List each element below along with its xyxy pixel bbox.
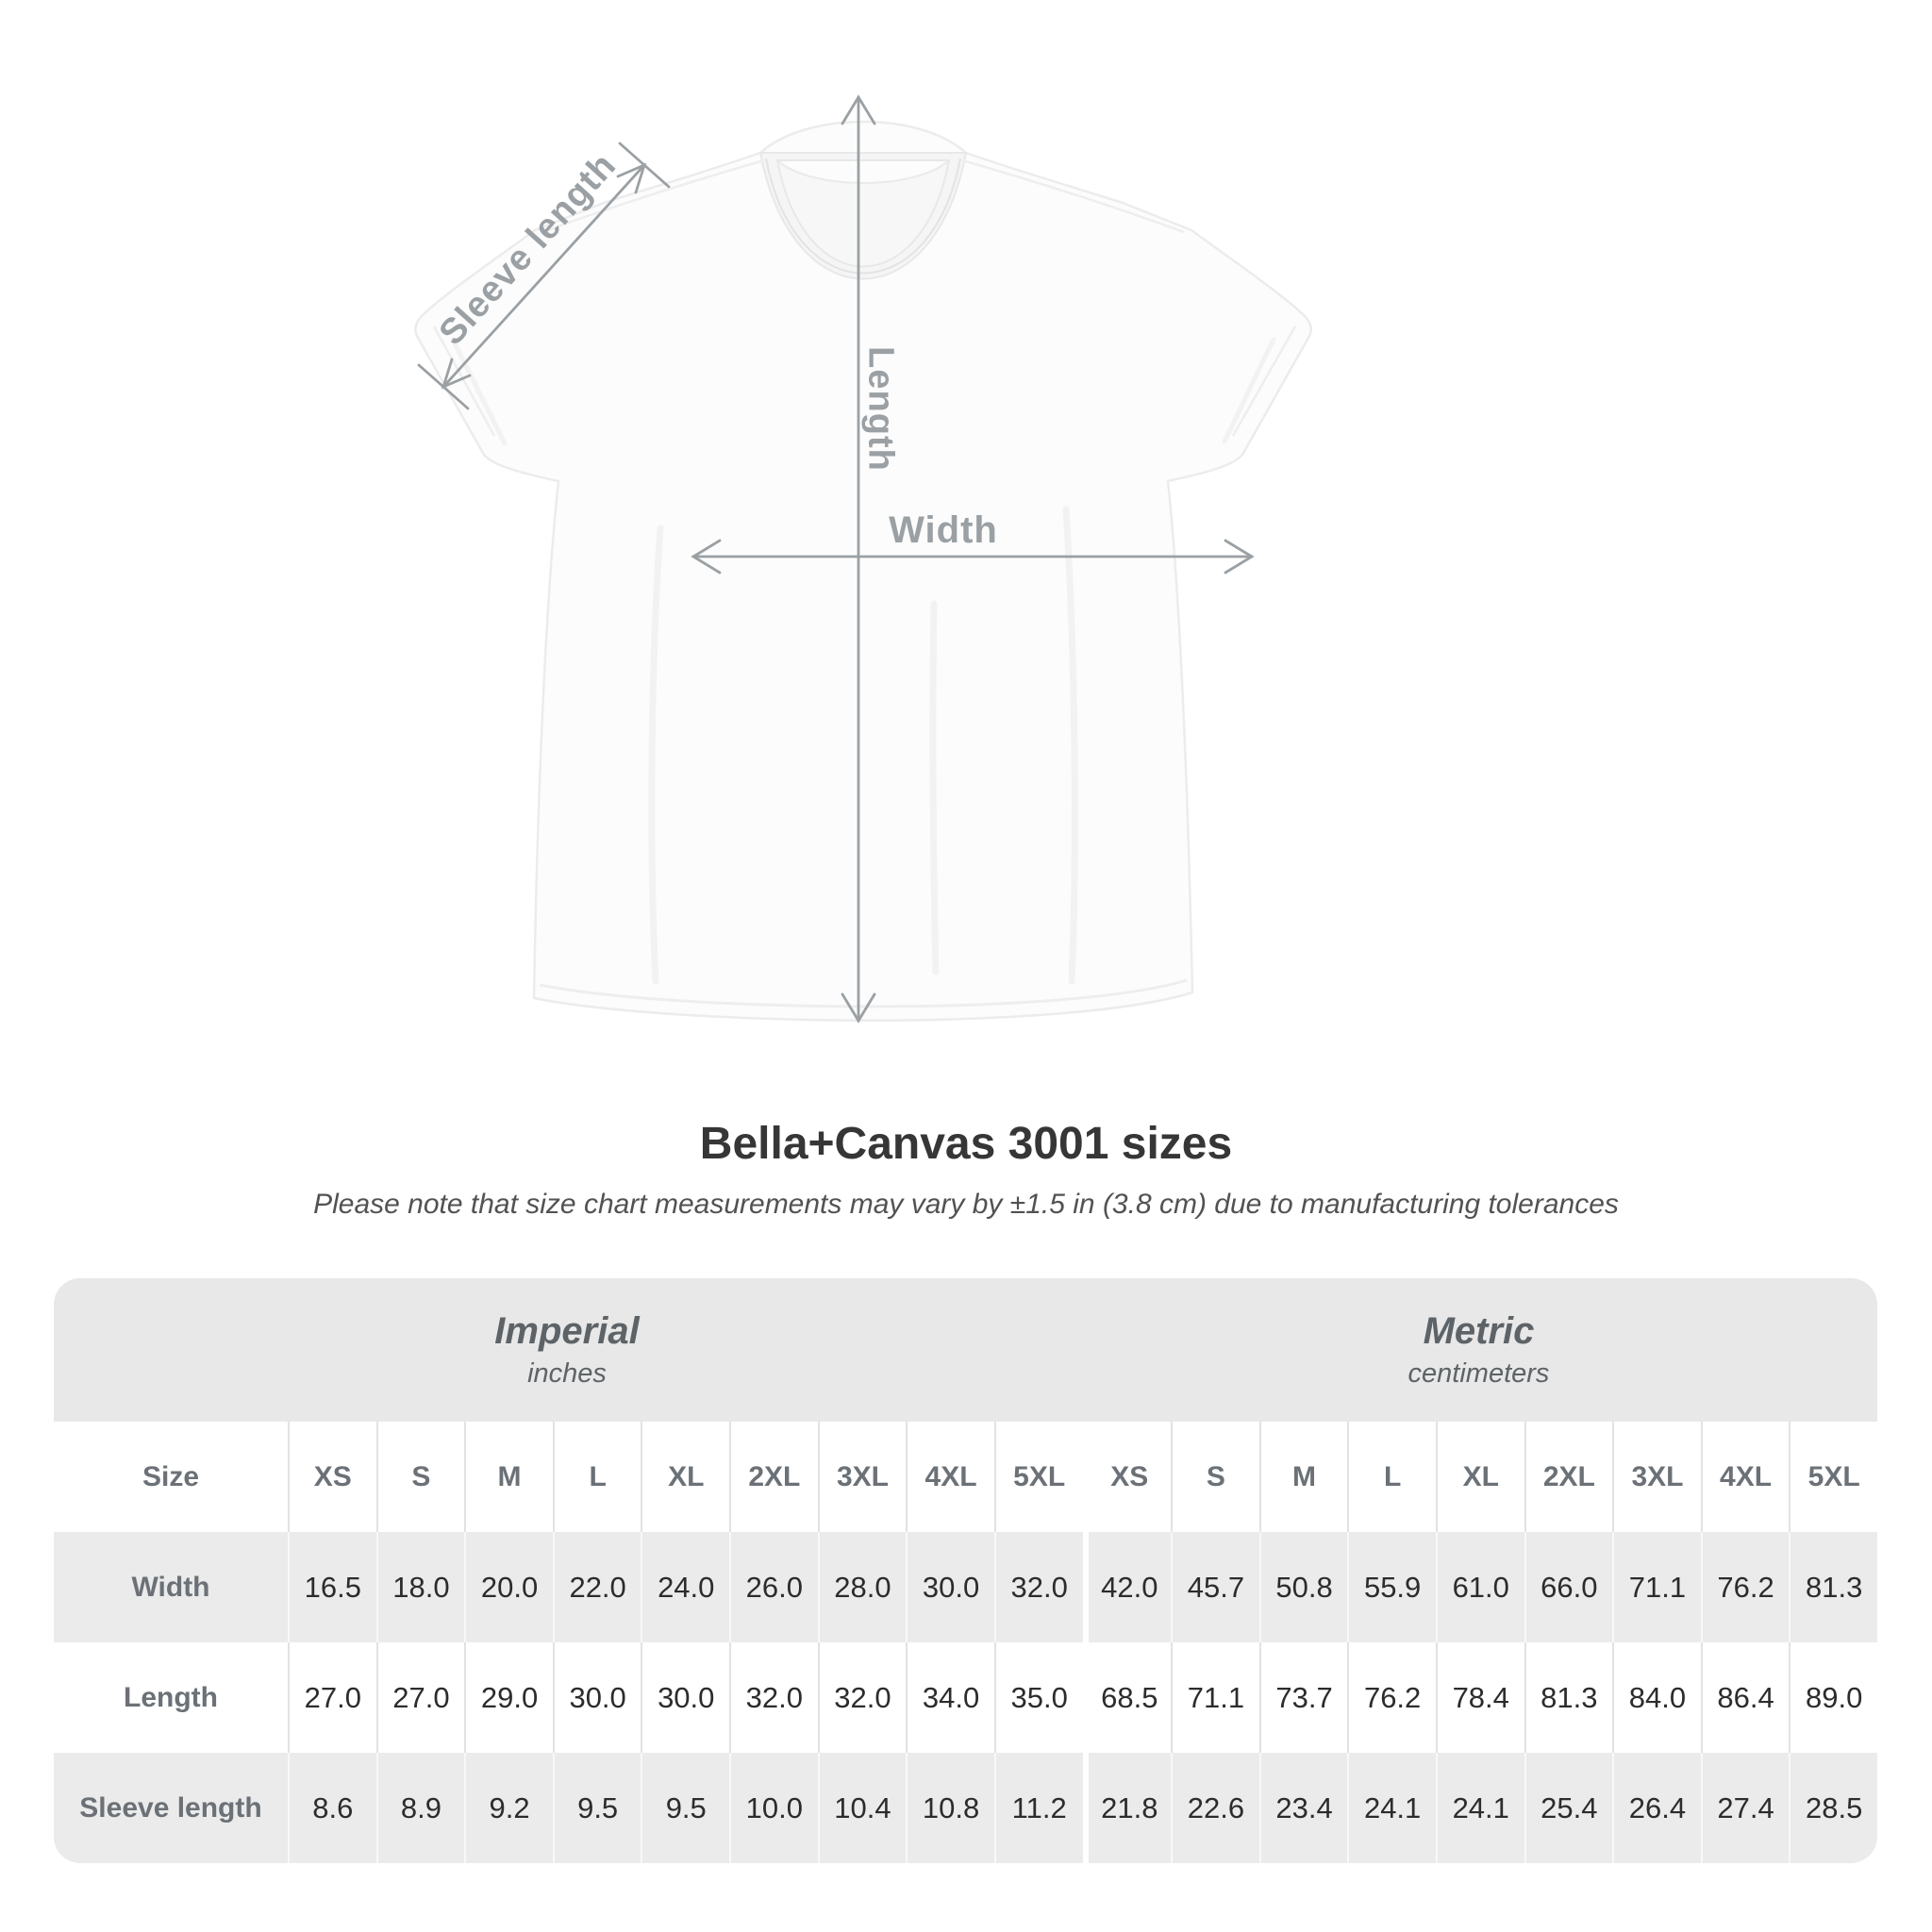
size-header: 2XL — [729, 1422, 818, 1532]
table-cell: 28.0 — [818, 1532, 907, 1642]
table-cell: 26.4 — [1612, 1753, 1701, 1863]
row-label: Width — [131, 1571, 210, 1603]
table-cell: 10.8 — [906, 1753, 994, 1863]
size-header: L — [1347, 1422, 1436, 1532]
size-header: 4XL — [906, 1422, 994, 1532]
table-cell: 22.6 — [1171, 1753, 1259, 1863]
size-header: 3XL — [1612, 1422, 1701, 1532]
table-cell: 8.6 — [288, 1753, 376, 1863]
metric-unit-subtitle: centimeters — [1407, 1358, 1550, 1389]
size-column-header: Size — [142, 1460, 200, 1492]
table-cell: 42.0 — [1083, 1532, 1172, 1642]
table-cell: 61.0 — [1436, 1532, 1524, 1642]
table-cell: 10.0 — [729, 1753, 818, 1863]
table-cell: 50.8 — [1259, 1532, 1348, 1642]
size-header: M — [464, 1422, 553, 1532]
size-header: XS — [288, 1422, 376, 1532]
size-header: 4XL — [1701, 1422, 1790, 1532]
size-chart-table — [54, 1278, 1877, 1863]
size-header: 5XL — [1789, 1422, 1877, 1532]
table-cell: 24.1 — [1436, 1753, 1524, 1863]
table-cell: 71.1 — [1612, 1532, 1701, 1642]
unit-header-band — [54, 1278, 1877, 1422]
size-header: 3XL — [818, 1422, 907, 1532]
table-cell: 66.0 — [1524, 1532, 1613, 1642]
table-cell: 86.4 — [1701, 1642, 1790, 1753]
table-cell: 22.0 — [553, 1532, 641, 1642]
tolerance-note: Please note that size chart measurements may vary by ±1.5 in (3.8 cm) due to manufacturing tolerances — [313, 1189, 1619, 1220]
size-header-row — [54, 1422, 1877, 1532]
imperial-unit-subtitle: inches — [527, 1358, 607, 1389]
table-cell: 29.0 — [464, 1642, 553, 1753]
table-cell: 9.5 — [553, 1753, 641, 1863]
table-cell: 24.0 — [641, 1532, 729, 1642]
table-cell: 71.1 — [1171, 1642, 1259, 1753]
table-row-sleeve-length — [54, 1753, 1877, 1863]
table-cell: 9.5 — [641, 1753, 729, 1863]
sleeve-length-dimension-label: Sleeve length — [431, 145, 625, 354]
table-cell: 25.4 — [1524, 1753, 1613, 1863]
table-cell: 34.0 — [906, 1642, 994, 1753]
table-cell: 32.0 — [994, 1532, 1083, 1642]
size-header: S — [376, 1422, 465, 1532]
size-header: 5XL — [994, 1422, 1083, 1532]
width-dimension-label: Width — [889, 509, 998, 551]
length-dimension-label: Length — [860, 346, 901, 472]
table-cell: 55.9 — [1347, 1532, 1436, 1642]
size-header: L — [553, 1422, 641, 1532]
table-cell: 23.4 — [1259, 1753, 1348, 1863]
table-row-length — [54, 1642, 1877, 1753]
table-cell: 89.0 — [1789, 1642, 1877, 1753]
size-header: XL — [641, 1422, 729, 1532]
table-cell: 27.0 — [288, 1642, 376, 1753]
size-header: XL — [1436, 1422, 1524, 1532]
table-cell: 24.1 — [1347, 1753, 1436, 1863]
table-cell: 30.0 — [906, 1532, 994, 1642]
table-cell: 81.3 — [1789, 1532, 1877, 1642]
table-cell: 27.4 — [1701, 1753, 1790, 1863]
table-cell: 27.0 — [376, 1642, 465, 1753]
metric-unit-header — [1080, 1278, 1877, 1422]
metric-unit-name: Metric — [1423, 1310, 1535, 1352]
table-cell: 18.0 — [376, 1532, 465, 1642]
size-header: M — [1259, 1422, 1348, 1532]
table-cell: 30.0 — [641, 1642, 729, 1753]
table-cell: 68.5 — [1083, 1642, 1172, 1753]
table-cell: 16.5 — [288, 1532, 376, 1642]
table-cell: 26.0 — [729, 1532, 818, 1642]
size-header: XS — [1083, 1422, 1172, 1532]
table-cell: 8.9 — [376, 1753, 465, 1863]
table-cell: 10.4 — [818, 1753, 907, 1863]
table-cell: 32.0 — [818, 1642, 907, 1753]
table-row-width — [54, 1532, 1877, 1642]
table-cell: 35.0 — [994, 1642, 1083, 1753]
size-header: 2XL — [1524, 1422, 1613, 1532]
row-label: Sleeve length — [79, 1791, 262, 1824]
table-cell: 30.0 — [553, 1642, 641, 1753]
table-cell: 78.4 — [1436, 1642, 1524, 1753]
table-cell: 45.7 — [1171, 1532, 1259, 1642]
row-label: Length — [124, 1681, 218, 1713]
table-cell: 73.7 — [1259, 1642, 1348, 1753]
table-cell: 11.2 — [994, 1753, 1083, 1863]
size-header: S — [1171, 1422, 1259, 1532]
imperial-unit-name: Imperial — [494, 1310, 640, 1352]
table-cell: 28.5 — [1789, 1753, 1877, 1863]
table-cell: 76.2 — [1347, 1642, 1436, 1753]
table-cell: 21.8 — [1083, 1753, 1172, 1863]
page-title: Bella+Canvas 3001 sizes — [699, 1119, 1233, 1169]
table-cell: 32.0 — [729, 1642, 818, 1753]
table-cell: 84.0 — [1612, 1642, 1701, 1753]
table-cell: 9.2 — [464, 1753, 553, 1863]
table-cell: 76.2 — [1701, 1532, 1790, 1642]
table-cell: 20.0 — [464, 1532, 553, 1642]
imperial-unit-header — [54, 1278, 1080, 1422]
table-cell: 81.3 — [1524, 1642, 1613, 1753]
